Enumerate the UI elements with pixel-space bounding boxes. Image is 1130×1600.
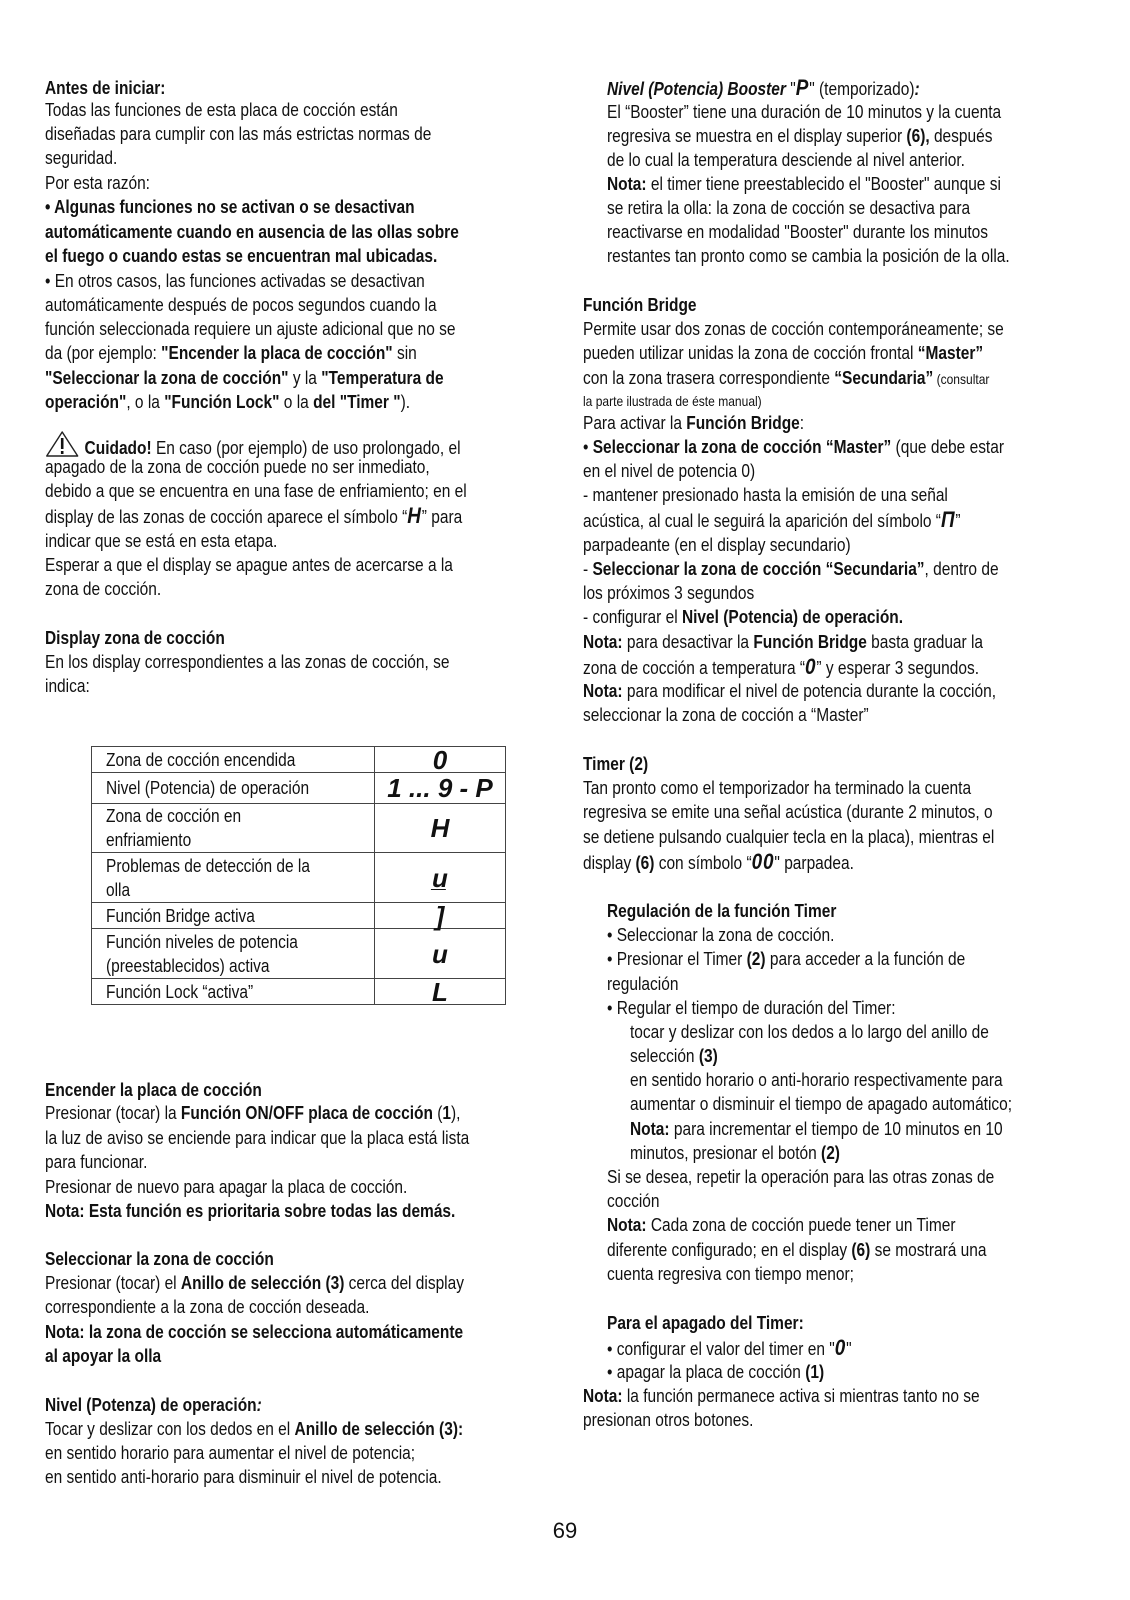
text-line bbox=[630, 1141, 840, 1165]
text-line bbox=[45, 1393, 262, 1417]
text-run: Nota: Esta función es prioritaria sobre todas las demás. bbox=[45, 1201, 456, 1221]
text-run: (6), bbox=[906, 126, 930, 146]
text-run: el timer tiene preestablecido el "Booster" aunque si bbox=[646, 174, 1001, 194]
text-run: automáticamente cuando en ausencia de las ollas sobre bbox=[45, 222, 459, 242]
text-line bbox=[45, 98, 398, 122]
text-run: (6) bbox=[851, 1240, 871, 1260]
text-run: ( bbox=[432, 1103, 443, 1123]
text-run: • apagar la placa de cocción bbox=[607, 1362, 806, 1382]
text-line bbox=[45, 455, 430, 479]
display-symbol: P bbox=[795, 75, 810, 100]
display-symbol: 0 bbox=[834, 1335, 847, 1360]
text-run: la función permanece activa si mientras tanto no se bbox=[622, 1386, 980, 1406]
table-row bbox=[92, 929, 506, 979]
text-line bbox=[607, 1189, 659, 1213]
text-run: (6) bbox=[635, 853, 655, 873]
text-run: regresiva se emite una señal acústica (durante 2 minutos, o bbox=[583, 802, 993, 822]
text-run: • Regular el tiempo de duración del Timer: bbox=[607, 998, 896, 1018]
text-run: (1) bbox=[805, 1362, 825, 1382]
text-run: - mantener presionado hasta la emisión de una señal bbox=[583, 485, 948, 505]
text-line bbox=[45, 269, 425, 293]
text-run: para modificar el nivel de potencia durante la cocción, bbox=[622, 681, 997, 701]
text-run: en sentido anti-horario para disminuir el nivel de potencia. bbox=[45, 1467, 442, 1487]
text-run: ). bbox=[400, 392, 411, 412]
text-run: display bbox=[583, 853, 636, 873]
text-line bbox=[630, 1117, 1003, 1141]
text-line bbox=[583, 411, 804, 435]
text-run: seguridad. bbox=[45, 148, 118, 168]
text-run: Anillo de selección (3): bbox=[294, 1419, 464, 1439]
text-run: "Función Lock" bbox=[164, 392, 280, 412]
text-line bbox=[583, 459, 755, 483]
text-line bbox=[583, 341, 983, 365]
text-run: (que debe estar bbox=[891, 437, 1004, 457]
row-display-symbol: 1 ... 9 - P bbox=[375, 773, 506, 804]
text-line bbox=[45, 626, 225, 650]
text-run: cocción bbox=[607, 1191, 660, 1211]
text-line bbox=[45, 171, 150, 195]
text-run: "Encender la placa de cocción" bbox=[161, 343, 393, 363]
text-line bbox=[45, 1247, 274, 1271]
text-run: Presionar (tocar) la bbox=[45, 1103, 181, 1123]
text-line bbox=[45, 195, 415, 219]
text-line bbox=[607, 220, 988, 244]
text-run: " parpadea. bbox=[774, 853, 854, 873]
text-run: después bbox=[929, 126, 993, 146]
text-run: la parte ilustrada de éste manual) bbox=[583, 393, 762, 409]
display-symbol: 00 bbox=[751, 849, 775, 874]
table-row bbox=[92, 804, 506, 853]
text-line bbox=[607, 172, 1001, 196]
text-run: Nota: bbox=[607, 1215, 647, 1235]
text-line bbox=[45, 1417, 463, 1441]
text-run: función seleccionada requiere un ajuste adicional que no se bbox=[45, 319, 456, 339]
text-run: seleccionar la zona de cocción a “Master” bbox=[583, 705, 869, 725]
text-line bbox=[583, 800, 993, 824]
text-run: en el nivel de potencia 0) bbox=[583, 461, 756, 481]
text-run: En los display correspondientes a las zonas de cocción, se bbox=[45, 652, 450, 672]
text-run: correspondiente a la zona de cocción deseada. bbox=[45, 1297, 370, 1317]
text-run: : bbox=[256, 1395, 262, 1415]
text-run: zona de cocción a temperatura “ bbox=[583, 658, 806, 678]
text-run: (2) bbox=[746, 949, 766, 969]
text-run: indicar que se está en esta etapa. bbox=[45, 531, 278, 551]
text-line bbox=[607, 972, 678, 996]
text-run: Todas las funciones de esta placa de cocción están bbox=[45, 100, 398, 120]
text-run: Display zona de cocción bbox=[45, 628, 225, 648]
text-line bbox=[607, 1262, 854, 1286]
text-line bbox=[583, 508, 961, 533]
text-run: “Secundaria” bbox=[834, 368, 934, 388]
text-run: (3) bbox=[698, 1046, 718, 1066]
text-run: presionan otros botones. bbox=[583, 1410, 754, 1430]
row-label bbox=[92, 979, 375, 1005]
text-run: display de las zonas de cocción aparece el símbolo “ bbox=[45, 507, 408, 527]
text-line bbox=[607, 76, 920, 101]
text-run: tocar y deslizar con los dedos a lo largo del anillo de bbox=[630, 1022, 989, 1042]
text-line bbox=[45, 220, 459, 244]
text-run: para desactivar la bbox=[622, 632, 754, 652]
row-display-symbol: L bbox=[375, 979, 506, 1005]
text-run: • configurar el valor del timer en " bbox=[607, 1339, 835, 1359]
text-line bbox=[45, 529, 277, 553]
text-run: 1 bbox=[442, 1103, 452, 1123]
text-run: selección bbox=[630, 1046, 699, 1066]
text-run: la luz de aviso se enciende para indicar que la placa está lista bbox=[45, 1128, 470, 1148]
text-run: acústica, al cual le seguirá la aparición del símbolo “ bbox=[583, 511, 941, 531]
text-line bbox=[45, 1199, 455, 1223]
text-line bbox=[583, 605, 903, 629]
text-run: (consultar bbox=[933, 371, 990, 387]
text-run: Regulación de la función Timer bbox=[607, 901, 837, 921]
row-label-line: Zona de cocción en bbox=[106, 806, 242, 826]
text-run: Función Bridge bbox=[686, 413, 800, 433]
text-run: Función ON/OFF placa de cocción bbox=[180, 1103, 433, 1123]
text-run: Por esta razón: bbox=[45, 173, 150, 193]
text-run: Presionar (tocar) el bbox=[45, 1273, 181, 1293]
text-run: En caso (por ejemplo) de uso prolongado, el bbox=[151, 438, 461, 458]
text-run: Nivel (Potencia) Booster bbox=[607, 79, 791, 99]
text-run: Nivel (Potenza) de operación bbox=[45, 1395, 257, 1415]
text-run: Seleccionar la zona de cocción “Master” bbox=[592, 437, 892, 457]
display-symbols-table bbox=[91, 746, 506, 1005]
text-run: • bbox=[583, 437, 593, 457]
text-run: ” bbox=[955, 511, 961, 531]
text-run: indica: bbox=[45, 676, 90, 696]
text-line bbox=[45, 674, 90, 698]
row-label-line: Función niveles de potencia bbox=[106, 931, 298, 952]
text-run: zona de cocción. bbox=[45, 579, 162, 599]
text-run: basta graduar la bbox=[866, 632, 984, 652]
text-line bbox=[607, 148, 965, 172]
text-run: Para activar la bbox=[583, 413, 687, 433]
text-line bbox=[45, 553, 453, 577]
text-run: : bbox=[799, 413, 805, 433]
text-run: regulación bbox=[607, 974, 679, 994]
text-line bbox=[583, 703, 869, 727]
text-line bbox=[45, 244, 437, 268]
table-row bbox=[92, 903, 506, 929]
text-run: con símbolo “ bbox=[654, 853, 752, 873]
text-run: Función Bridge bbox=[583, 295, 697, 315]
text-run: Tocar y deslizar con los dedos en el bbox=[45, 1419, 295, 1439]
text-run: Permite usar dos zonas de cocción contemporáneamente; se bbox=[583, 319, 1004, 339]
text-run: Seleccionar la zona de cocción “Secundaria” bbox=[592, 559, 925, 579]
row-label-line: olla bbox=[106, 879, 131, 900]
text-run: Nota: bbox=[607, 174, 647, 194]
text-line bbox=[45, 366, 444, 390]
text-line bbox=[583, 1408, 753, 1432]
text-run: "Temperatura de bbox=[321, 368, 444, 388]
text-line bbox=[45, 1078, 262, 1102]
text-line bbox=[583, 557, 999, 581]
text-line bbox=[607, 244, 1010, 268]
text-line bbox=[45, 1101, 460, 1125]
text-line bbox=[583, 776, 971, 800]
text-run: Cuidado! bbox=[84, 438, 152, 458]
text-line bbox=[45, 1175, 407, 1199]
text-run: al apoyar la olla bbox=[45, 1346, 162, 1366]
text-line bbox=[607, 1311, 804, 1335]
text-run: para incrementar el tiempo de 10 minutos en 10 bbox=[669, 1119, 1003, 1139]
text-line bbox=[607, 923, 834, 947]
row-label bbox=[92, 929, 375, 979]
table-row bbox=[92, 773, 506, 804]
text-line bbox=[607, 196, 970, 220]
text-run: se mostrará una bbox=[870, 1240, 987, 1260]
row-label-line: Problemas de detección de la bbox=[106, 855, 310, 876]
text-run: cuenta regresiva con tiempo menor; bbox=[607, 1264, 854, 1284]
text-run: los próximos 3 segundos bbox=[583, 583, 755, 603]
text-line bbox=[45, 1465, 442, 1489]
text-run: • Presionar el Timer bbox=[607, 949, 747, 969]
row-display-symbol: 0 bbox=[375, 747, 506, 773]
text-run: (2) bbox=[821, 1143, 840, 1163]
row-label-line: (preestablecidos) activa bbox=[106, 955, 270, 976]
text-run: pueden utilizar unidas la zona de cocción frontal bbox=[583, 343, 918, 363]
text-run: en sentido horario o anti-horario respectivamente para bbox=[630, 1070, 1003, 1090]
text-run: Cada zona de cocción puede tener un Timer bbox=[646, 1215, 956, 1235]
text-line bbox=[583, 630, 983, 654]
text-line bbox=[607, 1165, 994, 1189]
text-run: "Seleccionar la zona de cocción" bbox=[45, 368, 289, 388]
text-line bbox=[583, 850, 854, 875]
row-label-line: Zona de cocción encendida bbox=[106, 749, 296, 770]
text-run: Nota: la zona de cocción se selecciona automáticamente bbox=[45, 1322, 464, 1342]
text-run: aumentar o disminuir el tiempo de apagado automático; bbox=[630, 1094, 1013, 1114]
text-run: ” para bbox=[421, 507, 463, 527]
display-symbol: H bbox=[407, 503, 422, 528]
text-line bbox=[583, 388, 762, 413]
text-run: el fuego o cuando estas se encuentran mal ubicadas. bbox=[45, 246, 438, 266]
text-line bbox=[583, 655, 979, 680]
text-run: Anillo de selección (3) bbox=[180, 1273, 345, 1293]
text-run: automáticamente después de pocos segundos cuando la bbox=[45, 295, 437, 315]
text-run: Nota: bbox=[583, 681, 623, 701]
text-run: " (temporizado) bbox=[809, 79, 915, 99]
text-run: Seleccionar la zona de cocción bbox=[45, 1249, 274, 1269]
text-line bbox=[630, 1092, 1012, 1116]
text-line bbox=[45, 122, 431, 146]
display-symbol: Π bbox=[940, 507, 956, 532]
text-run: - configurar el bbox=[583, 607, 682, 627]
text-run: y la bbox=[288, 368, 322, 388]
text-run: " bbox=[790, 79, 796, 99]
text-run: diseñadas para cumplir con las más estrictas normas de bbox=[45, 124, 432, 144]
row-label bbox=[92, 773, 375, 804]
row-display-symbol: u̲ bbox=[375, 853, 506, 903]
text-run: restantes tan pronto como se cambia la posición de la olla. bbox=[607, 246, 1010, 266]
text-run: parpadeante (en el display secundario) bbox=[583, 535, 851, 555]
text-line bbox=[583, 581, 754, 605]
text-line bbox=[45, 76, 165, 100]
text-line bbox=[45, 317, 456, 341]
text-line bbox=[45, 504, 462, 529]
text-run: Encender la placa de cocción bbox=[45, 1080, 262, 1100]
text-line bbox=[607, 899, 836, 923]
text-line bbox=[630, 1044, 718, 1068]
text-line bbox=[45, 479, 467, 503]
row-label bbox=[92, 747, 375, 773]
row-label bbox=[92, 804, 375, 853]
row-label-line: enfriamiento bbox=[106, 830, 192, 850]
text-run: " bbox=[846, 1339, 852, 1359]
text-line bbox=[607, 947, 965, 971]
text-run: se retira la olla: la zona de cocción se desactiva para bbox=[607, 198, 971, 218]
text-run: Nota: bbox=[583, 632, 623, 652]
row-display-symbol: H bbox=[375, 804, 506, 853]
text-line bbox=[630, 1020, 989, 1044]
text-line bbox=[583, 533, 851, 557]
text-run: • Algunas funciones no se activan o se desactivan bbox=[45, 197, 415, 217]
text-run: da (por ejemplo: bbox=[45, 343, 162, 363]
table-row bbox=[92, 979, 506, 1005]
text-line bbox=[607, 1360, 824, 1384]
text-run: , dentro de bbox=[924, 559, 999, 579]
text-line bbox=[583, 752, 648, 776]
text-run: de lo cual la temperatura desciende al nivel anterior. bbox=[607, 150, 965, 170]
text-line bbox=[45, 341, 417, 365]
text-run: minutos, presionar el botón bbox=[630, 1143, 822, 1163]
text-line bbox=[45, 390, 410, 414]
text-run: Nota: bbox=[630, 1119, 670, 1139]
text-line bbox=[45, 146, 117, 170]
text-line bbox=[45, 1320, 463, 1344]
text-run: ), bbox=[451, 1103, 461, 1123]
table-row bbox=[92, 747, 506, 773]
text-line bbox=[45, 1271, 464, 1295]
text-run: para acceder a la función de bbox=[765, 949, 966, 969]
text-line bbox=[607, 1336, 852, 1361]
text-run: apagado de la zona de cocción puede no ser inmediato, bbox=[45, 457, 430, 477]
text-run: diferente configurado; en el display bbox=[607, 1240, 852, 1260]
text-run: , o la bbox=[126, 392, 165, 412]
text-line bbox=[583, 483, 948, 507]
text-run: Nivel (Potencia) de operación. bbox=[681, 607, 904, 627]
text-line bbox=[583, 435, 1004, 459]
row-display-symbol: ] bbox=[375, 903, 506, 929]
text-run: o la bbox=[279, 392, 314, 412]
text-run: Nota: bbox=[583, 1386, 623, 1406]
text-run: reactivarse en modalidad "Booster" durante los minutos bbox=[607, 222, 988, 242]
text-line bbox=[583, 293, 697, 317]
text-run: • Seleccionar la zona de cocción. bbox=[607, 925, 835, 945]
text-run: sin bbox=[392, 343, 417, 363]
text-line bbox=[45, 1295, 369, 1319]
display-symbol: 0 bbox=[805, 654, 817, 679]
text-line bbox=[583, 1384, 980, 1408]
text-line bbox=[45, 293, 437, 317]
text-line bbox=[583, 825, 994, 849]
text-line bbox=[45, 1126, 469, 1150]
text-run: se detiene pulsando cualquier tecla en la placa), mientras el bbox=[583, 827, 995, 847]
text-line bbox=[630, 1068, 1003, 1092]
text-run: en sentido horario para aumentar el nivel de potencia; bbox=[45, 1443, 416, 1463]
text-run: operación" bbox=[45, 392, 127, 412]
text-run: Esperar a que el display se apague antes de acercarse a la bbox=[45, 555, 453, 575]
row-label bbox=[92, 853, 375, 903]
text-run: del "Timer " bbox=[313, 392, 401, 412]
text-run: • En otros casos, las funciones activadas se desactivan bbox=[45, 271, 425, 291]
text-run: El “Booster” tiene una duración de 10 minutos y la cuenta bbox=[607, 102, 1002, 122]
table-row bbox=[92, 853, 506, 903]
text-line bbox=[45, 577, 161, 601]
text-line bbox=[45, 1344, 161, 1368]
row-display-symbol: u bbox=[375, 929, 506, 979]
text-run: “Master” bbox=[917, 343, 984, 363]
text-line bbox=[607, 1238, 986, 1262]
text-run: para funcionar. bbox=[45, 1152, 148, 1172]
text-line bbox=[45, 650, 449, 674]
text-line bbox=[607, 124, 992, 148]
row-label bbox=[92, 903, 375, 929]
text-run: regresiva se muestra en el display superior bbox=[607, 126, 907, 146]
text-run: Tan pronto como el temporizador ha terminado la cuenta bbox=[583, 778, 972, 798]
text-run: - bbox=[583, 559, 593, 579]
text-run: Función Bridge bbox=[753, 632, 867, 652]
row-label-line: Función Bridge activa bbox=[106, 905, 255, 926]
text-line bbox=[607, 1213, 956, 1237]
text-line bbox=[607, 100, 1001, 124]
text-run: Para el apagado del Timer: bbox=[607, 1313, 804, 1333]
text-run: Presionar de nuevo para apagar la placa de cocción. bbox=[45, 1177, 408, 1197]
row-label-line: Nivel (Potencia) de operación bbox=[106, 778, 310, 798]
text-line bbox=[45, 1150, 147, 1174]
text-run: ” y esperar 3 segundos. bbox=[816, 658, 980, 678]
text-run: Si se desea, repetir la operación para las otras zonas de bbox=[607, 1167, 995, 1187]
text-line bbox=[607, 996, 896, 1020]
text-line bbox=[583, 317, 1004, 341]
text-run: debido a que se encuentra en una fase de enfriamiento; en el bbox=[45, 481, 467, 501]
text-run: con la zona trasera correspondiente bbox=[583, 368, 835, 388]
text-line bbox=[583, 679, 996, 703]
row-label-line: Función Lock “activa” bbox=[106, 981, 254, 1002]
text-run: cerca del display bbox=[344, 1273, 464, 1293]
text-run: Timer (2) bbox=[583, 754, 649, 774]
text-run: : bbox=[914, 79, 920, 99]
text-run: Antes de iniciar: bbox=[45, 78, 166, 98]
text-line bbox=[45, 1441, 415, 1465]
page-number: 69 bbox=[552, 1518, 578, 1543]
